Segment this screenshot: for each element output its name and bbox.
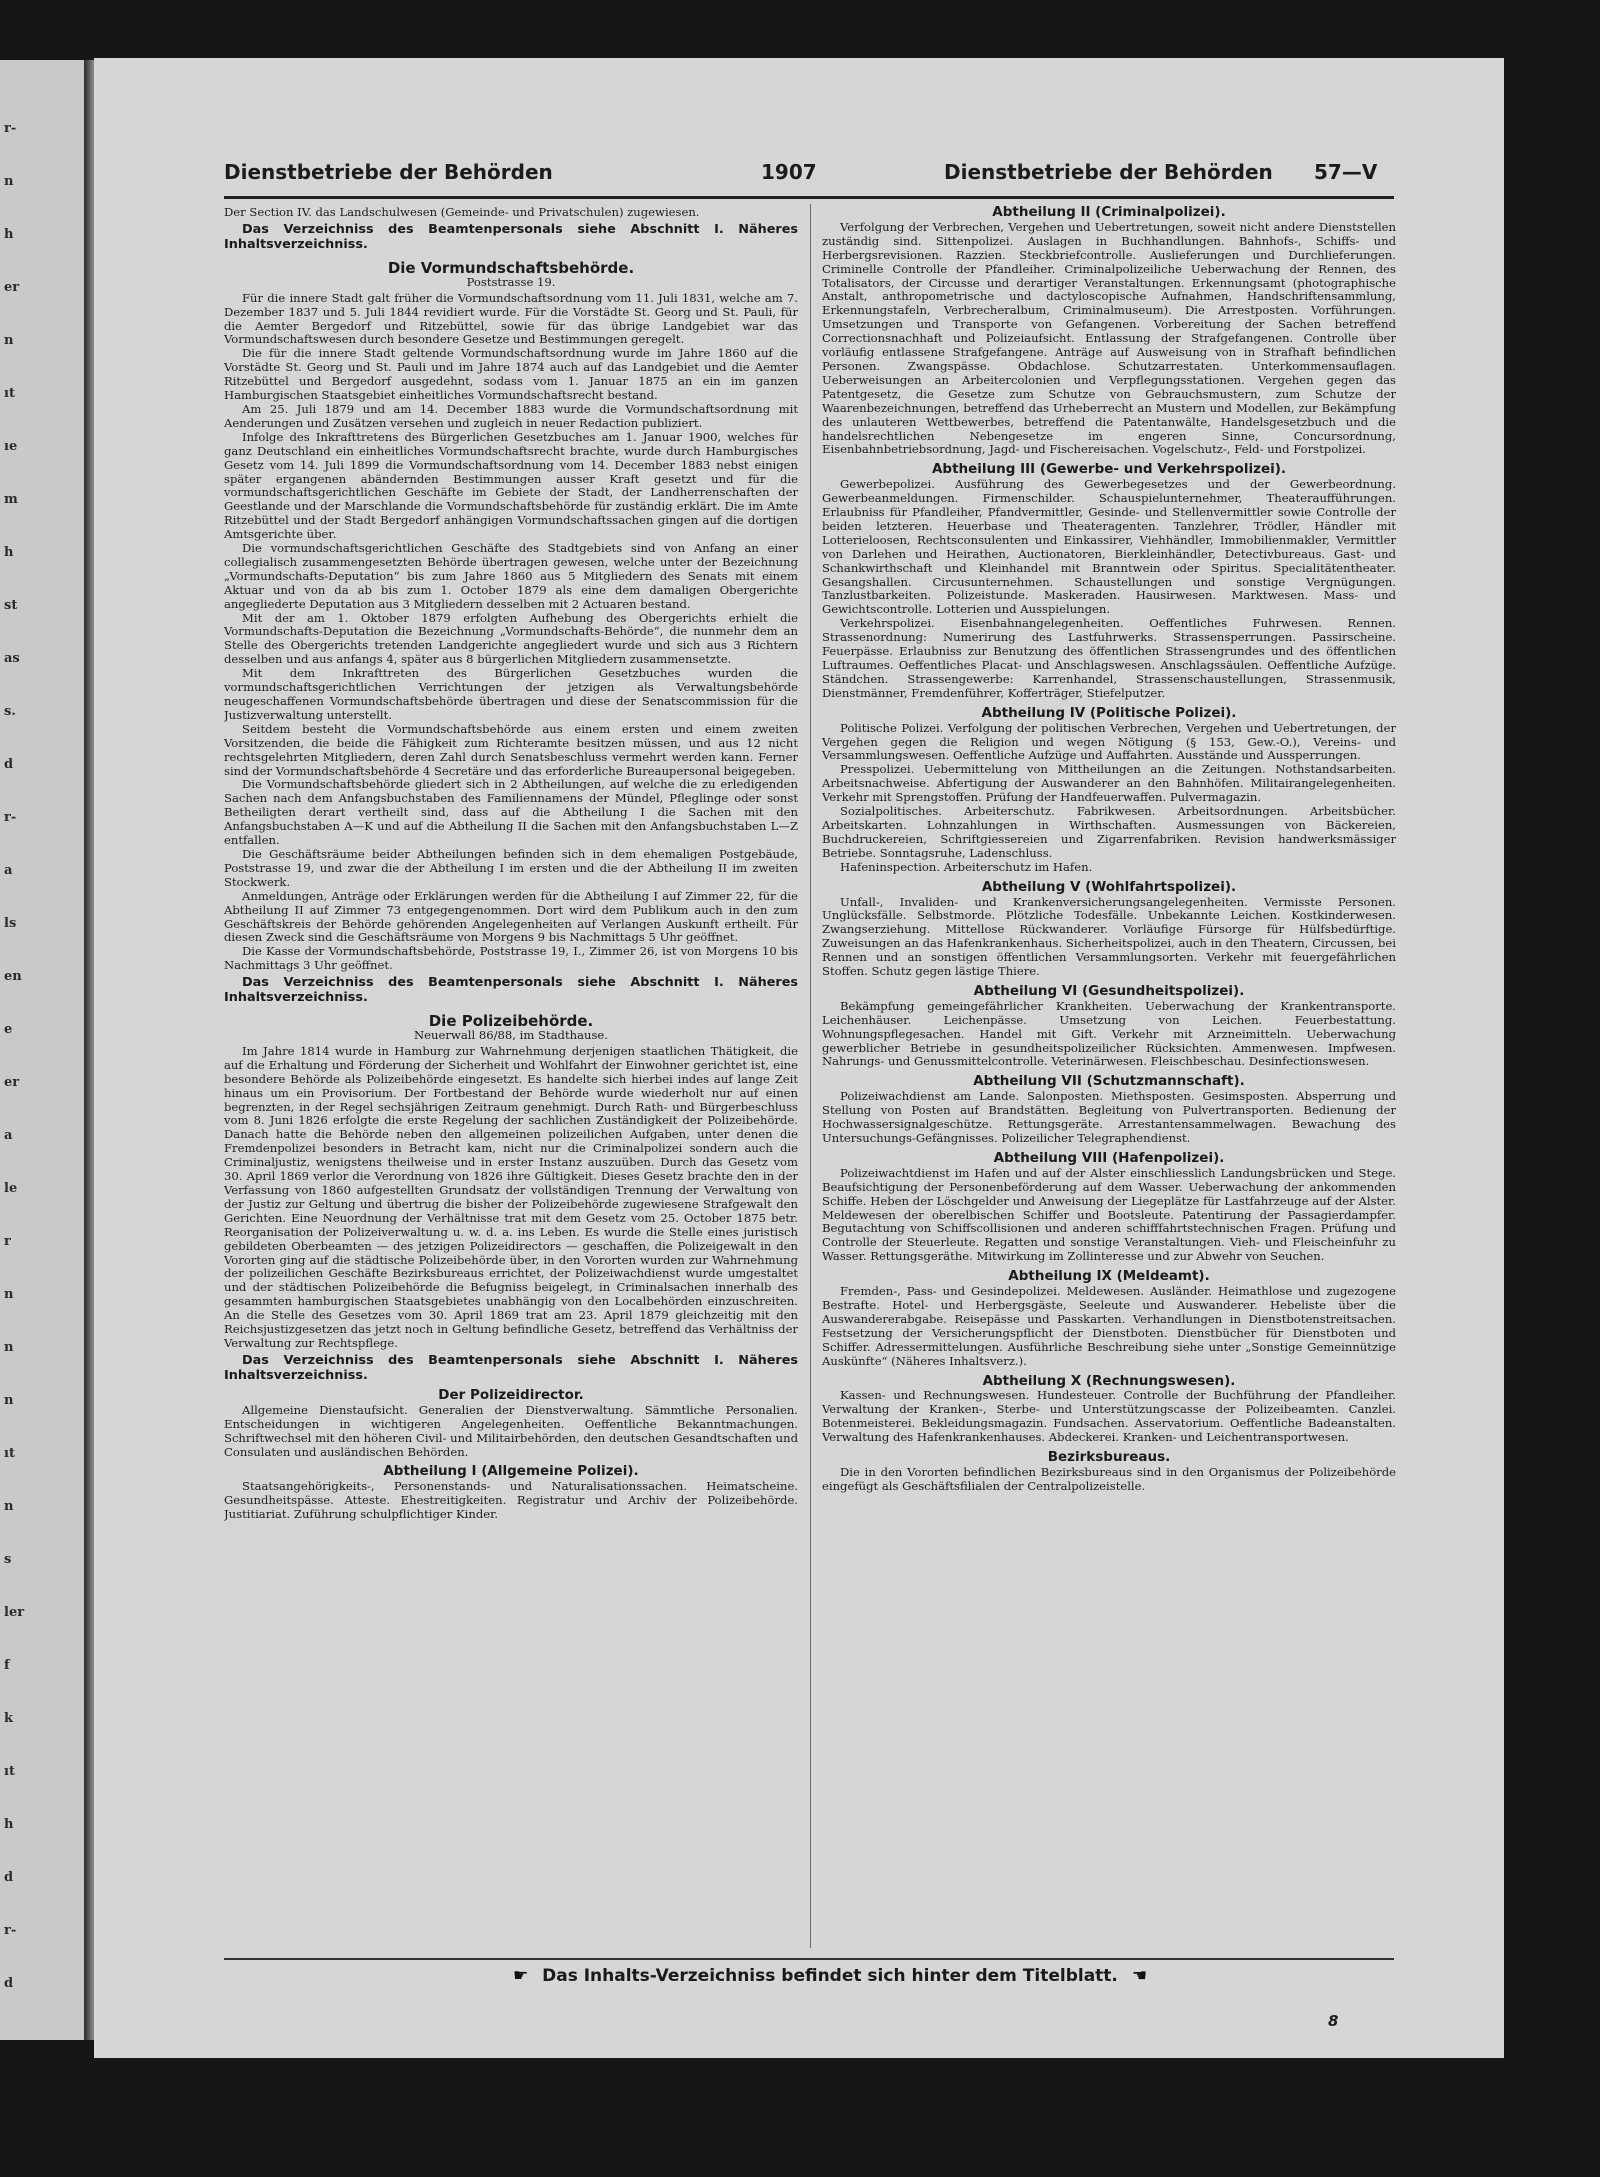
paragraph: Im Jahre 1814 wurde in Hamburg zur Wahrnehmung derjenigen staatlichen Thätigkeit, die auf die Erhaltung und Förderung der Sicherheit und Wohlfahrt der Einwohner gerichtet ist, eine besondere Behörde als Polizeibehörde eingesetzt. Es handelte sich hierbei indes auf lange Zeit hinaus um ein Provisorium. Der Fortbestand der Behörde wurde wiederholt nur auf einen begrenzten, in der Regel sechsjährigen Zeitraum genehmigt. Durch Rath- und Bürgerbeschluss vom 8. Juni 1826 erfolgte die erste Regelung der sachlichen Zuständigkeit der Polizeibehörde. Danach hatte die Behörde neben den allgemeinen polizeilichen Aufgaben, unter denen die Fremdenpolizei besonders in Betracht kam, nicht nur die Criminalpolizei sondern auch die Criminaljustiz, wenigstens theilweise und in erster Instanz auszuüben. Durch das Gesetz vom 30. April 1869 verlor die Verordnung von 1826 ihre Gültigkeit. Dieses Gesetz brachte den in der Verfassung von 1860 aufgestellten Grundsatz der vollständigen Trennung der Verwaltung von der Justiz zur Geltung und übertrug die bisher der Polizeibehörde zugewiesene Strafgewalt den Gerichten. Eine Neuordnung der Verhältnisse trat mit dem Gesetz vom 25. October 1875 betr. Reorganisation der Polizeiverwaltung u. w. d. a. ins Leben. Es wurde die Stelle eines juristisch gebildeten Oberbeamten — des jetzigen Polizeidirectors — geschaffen, die Polizeigewalt in den Vororten ging auf die städtische Polizeibehörde über, in den Vororten wurden zur Wahrnehmung der polizeilichen Geschäfte Bezirksbureaus errichtet, der Polizeiwachdienst wurde umgestaltet und der städtischen Polizeibehörde die Befugniss beigelegt, in Criminalsachen innerhalb des gesammten hamburgischen Staatsgebietes unabhängig von den Localbehörden einzuschreiten. An die Stelle des Gesetzes vom 30. April 1869 trat am 23. April 1879 gleichzeitig mit den Reichsjustizgesetzen das jetzt noch in Geltung befindliche Gesetz, betreffend das Verhältniss der Verwaltung zur Rechtspflege. xyxy=(224,1043,798,1350)
paragraph: Die in den Vororten befindlichen Bezirksbureaus sind in den Organismus der Polizeibehörde eingefügt als Geschäftsfilialen der Centralpolizeistelle. xyxy=(822,1464,1396,1493)
previous-page-fragment: k xyxy=(4,1711,14,1726)
section-title-polizei: Die Polizeibehörde. xyxy=(428,1012,594,1031)
previous-page-fragment: n xyxy=(4,1393,14,1408)
paragraph: Fremden-, Pass- und Gesindepolizei. Meldewesen. Ausländer. Heimathlose und zugezogene Bestrafte. Hotel- und Herbergsgäste, Seeleute und Auswanderer. Hebeliste über die Auswandererabgabe. Reisepässe und Passkarten. Verhandlungen in Dienstbotenstreitsachen. Festsetzung der Versicherungspflicht der Dienstboten. Dienstbücher für Dienstboten und Schiffer. Adressermittelungen. Ausführliche Beschreibung siehe unter „Sonstige Gemeinnützige Auskünfte“ (Näheres Inhaltsverz.). xyxy=(822,1284,1396,1368)
paragraph: Verfolgung der Verbrechen, Vergehen und Uebertretungen, soweit nicht andere Dienststellen zuständig sind. Sittenpolizei. Auslagen in Buchhandlungen. Bahnhofs-, Schiffs- und Herbergsrevisionen. Razzien. Steckbriefcontrolle. Auslieferungen und Durchlieferungen. Criminelle Controlle der Pfandleiher. Criminalpolizeiliche Ueberwachung der Rennen, des Totalisators, der Circusse und derartiger Veranstaltungen. Erkennungsamt (photographische Anstalt, anthropometrische und dactyloscopische Aufnahmen, Handschriftensammlung, Erkennungstafeln, Verbrecheralbum, Criminalmuseum). Die Arrestposten. Vorführungen. Umsetzungen und Transporte von Gefangenen. Vorbereitung der Sachen betreffend Correctionsnachhaft und Polizeiaufsicht. Entlassung der Strafgefangenen. Controlle über vorläufig entlassene Strafgefangene. Anträge auf Ausweisung von in Strafhaft befindlichen Personen. Zwangspässe. Obdachlose. Schutzarrestaten. Unterkommensauflagen. Ueberweisungen an Arbeitercolonien und Verpflegungsstationen. Vergehen gegen das Patentgesetz, die Gesetze zum Schutze von Gebrauchsmustern, zum Schutze der Waarenbezeichnungen, betreffend das Urheberrecht an Mustern und Modellen, zur Bekämpfung des unlauteren Wettbewerbes, betreffend die Patentanwälte, Handelsgesetzbuch und die handelsrechtlichen Nebengesetze im engeren Sinne, Concursordnung, Eisenbahnbetriebsordnung, Jagd- und Fischereisachen. Vogelschutz-, Feld- und Forstpolizei. xyxy=(822,219,1396,457)
previous-page-fragment: a xyxy=(4,1128,13,1143)
section-address: Poststrasse 19. xyxy=(466,274,556,289)
paragraph: Mit dem Inkrafttreten des Bürgerlichen Gesetzbuches wurden die vormundschaftsgerichtlichen Verrichtungen der jetzigen als Verwaltungsbehörde neugeschaffenen Vormundschaftsbehörde übertragen und diese der Senatscommission für die Justizverwaltung unterstellt. xyxy=(224,666,798,722)
previous-page-fragment: n xyxy=(4,333,14,348)
paragraph: Kassen- und Rechnungswesen. Hundesteuer. Controlle der Buchführung der Pfandleiher. Verwaltung der Kranken-, Sterbe- und Unterstützungscasse der Polizeibeamten. Canzlei. Botenmeisterei. Bekleidungsmagazin. Fundsachen. Asservatorium. Oeffentliche Badeanstalten. Verwaltung des Hafenkrankenhauses. Abdeckerei. Kranken- und Leichentransportwesen. xyxy=(822,1388,1396,1445)
previous-page-fragment: d xyxy=(4,1870,14,1885)
personnel-reference: Das Verzeichniss des Beamtenpersonals siehe Abschnitt I. Näheres Inhaltsverzeichniss. xyxy=(224,975,798,1006)
section-title-vormundschaft: Die Vormundschaftsbehörde. xyxy=(387,258,635,277)
previous-page-fragment: ıt xyxy=(4,1764,15,1779)
subsection-title: Abtheilung V (Wohlfahrtspolizei). xyxy=(981,878,1237,895)
paragraph: Die für die innere Stadt geltende Vormundschaftsordnung wurde im Jahre 1860 auf die Vorstädte St. Georg und St. Pauli und im Jahre 1874 auch auf das Landgebiet und die Aemter Ritzebüttel und Bergedorf ausgedehnt, sodass vom 1. Januar 1875 an ein im ganzen Hamburgischen Staatsgebiet einheitliches Vormundschaftsrecht bestand. xyxy=(224,346,798,403)
paragraph: Unfall-, Invaliden- und Krankenversicherungsangelegenheiten. Vermisste Personen. Unglücksfälle. Selbstmorde. Plötzliche Todesfälle. Unbekannte Leichen. Kostkinderwesen. Zwangserziehung. Mittellose Rückwanderer. Vorläufige Fürsorge für Hülfsbedürftige. Zuweisungen an das Hafenkrankenhaus. Sicherheitspolizei, auch in den Theatern, Circussen, bei Rennen und an sonstigen öffentlichen Versammlungsorten. Verkehr mit feuergefährlichen Stoffen. Schutz gegen lästige Thiere. xyxy=(822,894,1396,979)
column-divider xyxy=(810,204,811,1948)
pointing-hand-left-icon: ☚ xyxy=(1131,1966,1148,1986)
paragraph: Bekämpfung gemeingefährlicher Krankheiten. Ueberwachung der Krankentransporte. Leichenhäuser. Leichenpässe. Umsetzung von Leichen. Feuerbestattung. Wohnungspflegesachen. Handel mit Gift. Verkehr mit Arzneimitteln. Ueberwachung gewerblicher Betriebe in gesundheitspolizeilicher Rücksichten. Ammenwesen. Impfwesen. Nahrungs- und Genussmittelcontrolle. Veterinärwesen. Fleischbeschau. Desinfectionswesen. xyxy=(822,998,1396,1069)
previous-page-fragment: d xyxy=(4,1976,14,1991)
previous-page-fragment: n xyxy=(4,174,14,189)
subsection-title: Abtheilung I (Allgemeine Polizei). xyxy=(383,1463,639,1480)
footer-notice xyxy=(380,1966,1280,1992)
subsection-title: Abtheilung X (Rechnungswesen). xyxy=(982,1372,1236,1389)
previous-page-fragment: s xyxy=(4,1552,12,1567)
paragraph: Die Vormundschaftsbehörde gliedert sich in 2 Abtheilungen, auf welche die zu erledigenden Sachen nach dem Anfangsbuchstaben des Familiennamens der Mündel, Pfleglinge oder sonst Betheiligten derart vertheilt sind, dass auf die Abtheilung I die Sachen mit den Anfangsbuchstaben A—K und auf die Abtheilung II die Sachen mit den Anfangsbuchstaben L—Z entfallen. xyxy=(224,777,798,848)
footer-rule xyxy=(224,1958,1394,1960)
previous-page-fragment: h xyxy=(4,227,14,242)
previous-page-fragment: n xyxy=(4,1287,14,1302)
paragraph: Die vormundschaftsgerichtlichen Geschäfte des Stadtgebiets sind von Anfang an einer collegialisch zusammengesetzten Behörde übertragen gewesen, welche unter der Bezeichnung „Vormundschafts-Deputation“ bis zum Jahre 1860 aus 5 Mitgliedern des Senats mit einem Aktuar und von da ab bis zum 1. October 1879 als eine dem damaligen Obergerichte angegliederte Deputation aus 3 Mitgliedern desselben mit 2 Actuaren bestand. xyxy=(224,541,798,611)
previous-page-fragment: a xyxy=(4,863,13,878)
book-gutter xyxy=(84,60,94,2040)
pointing-hand-right-icon: ☛ xyxy=(512,1966,529,1986)
subsection-title: Abtheilung IX (Meldeamt). xyxy=(1008,1268,1210,1285)
previous-page-fragment: s. xyxy=(4,704,16,719)
previous-page-fragment: ıe xyxy=(4,439,18,454)
previous-page-fragment: le xyxy=(4,1181,18,1196)
previous-page-fragment: h xyxy=(4,545,14,560)
paragraph: Polizeiwachtdienst im Hafen und auf der Alster einschliesslich Landungsbrücken und Stege. Beaufsichtigung der Personenbeförderung auf dem Wasser. Ueberwachung der ankommenden Schiffe. Heben der Löschgelder und Anweisung der Liegeplätze für Lastfahrzeuge auf der Alster. Meldewesen der oberelbischen Schiffer und Bootsleute. Patentirung der Passagierdampfer. Begutachtung von Schiffscollisionen und anderen schifffahrtstechnischen Fragen. Prüfung und Controlle der Steuerleute. Regatten und sonstige Veranstaltungen. Vieh- und Fleischeinfuhr zu Wasser. Rettungsgeräthe. Mitwirkung im Zollinteresse und zur Abwehr von Seuchen. xyxy=(822,1165,1396,1264)
previous-page-fragment: as xyxy=(4,651,20,666)
previous-page-fragment: r xyxy=(4,1234,11,1249)
paragraph: Verkehrspolizei. Eisenbahnangelegenheiten. Oeffentliches Fuhrwesen. Rennen. Strassenordnung: Numerirung des Lastfuhrwerks. Strassensperrungen. Passirscheine. Feuerpässe. Erlaubniss zur Benutzung des öffentlichen Strassengrundes und des öffentlichen Luftraumes. Oeffentliches Placat- und Anschlagswesen. Anschlagssäulen. Oeffentliche Aufzüge. Ständchen. Strassengewerbe: Karrenhandel, Strassenschaustellungen, Strassenmusik, Dienstmänner, Fremdenführer, Kofferträger, Stiefelputzer. xyxy=(822,616,1396,700)
previous-page-fragment: n xyxy=(4,1499,14,1514)
personnel-reference: Das Verzeichniss des Beamtenpersonals siehe Abschnitt I. Näheres Inhaltsverzeichniss. xyxy=(224,221,798,252)
paragraph: Seitdem besteht die Vormundschaftsbehörde aus einem ersten und einem zweiten Vorsitzenden, die beide die Fähigkeit zum Richteramte besitzen müssen, und aus 12 nicht rechtsgelehrten Mitgliedern, deren Zahl durch Senatsbeschluss vermehrt werden kann. Ferner sind der Vormundschaftsbehörde 4 Secretäre und das erforderliche Bureaupersonal beigegeben. xyxy=(224,721,798,778)
subsection-title: Abtheilung IV (Politische Polizei). xyxy=(981,704,1237,721)
previous-page-fragment: ls xyxy=(4,916,17,931)
previous-page-fragment: en xyxy=(4,969,22,984)
previous-page-fragment: st xyxy=(4,598,18,613)
previous-page-fragment: ler xyxy=(4,1605,25,1620)
subsection-title: Der Polizeidirector. xyxy=(438,1386,584,1403)
header-right: Dienstbetriebe der Behörden xyxy=(944,160,1273,184)
personnel-reference: Das Verzeichniss des Beamtenpersonals siehe Abschnitt I. Näheres Inhaltsverzeichniss. xyxy=(224,1352,798,1383)
paragraph: Polizeiwachdienst am Lande. Salonposten. Miethsposten. Gesimsposten. Absperrung und Stellung von Posten auf Brandstätten. Begleitung von Pulvertransporten. Bedienung der Hochwassersignalgeschütze. Rettungsgeräte. Arrestantensammelwagen. Bewachung des Untersuchungs-Gefängnisses. Polizeilicher Telegraphendienst. xyxy=(822,1089,1396,1145)
footer-notice-text: Das Inhalts-Verzeichniss befindet sich hinter dem Titelblatt. xyxy=(542,1966,1118,1986)
previous-page-text-fragments xyxy=(0,60,84,1992)
right-column xyxy=(822,206,1396,1946)
previous-page-fragment: r- xyxy=(4,121,17,136)
previous-page-fragment: h xyxy=(4,1817,14,1832)
previous-page-fragment: er xyxy=(4,280,20,295)
paragraph: Mit der am 1. Oktober 1879 erfolgten Aufhebung des Obergerichts erhielt die Vormundschafts-Deputation die Bezeichnung „Vormundschafts-Behörde“, die nunmehr dem an Stelle des Obergerichts tretenden Landgerichte angegliedert wurde und sich aus 3 Richtern desselben und aus anfangs 4, später aus 8 bürgerlichen Mitgliedern zusammensetzte. xyxy=(224,610,798,667)
paragraph: Am 25. Juli 1879 und am 14. December 1883 wurde die Vormundschaftsordnung mit Aenderungen und Zusätzen versehen und zugleich in neuer Redaction publiziert. xyxy=(224,401,798,430)
sheet-signature: 8 xyxy=(1328,2012,1339,2030)
previous-page-fragment: ıt xyxy=(4,1446,15,1461)
previous-page-fragment: r- xyxy=(4,1923,17,1938)
previous-page-fragment: d xyxy=(4,757,14,772)
previous-page-fragment: r- xyxy=(4,810,17,825)
paragraph: Anmeldungen, Anträge oder Erklärungen werden für die Abtheilung I auf Zimmer 22, für die Abtheilung II auf Zimmer 73 entgegengenommen. Dort wird dem Publikum auch in den zum Geschäftskreis der Behörde gehörenden Angelegenheiten auf Verlangen Auskunft ertheilt. Für diesen Zweck sind die Geschäftsräume von Morgens 9 bis Nachmittags 5 Uhr geöffnet. xyxy=(224,888,798,945)
header-year: 1907 xyxy=(761,160,817,184)
intro-text: Der Section IV. das Landschulwesen (Gemeinde- und Privatschulen) zugewiesen. xyxy=(224,206,700,219)
subsection-title: Abtheilung II (Criminalpolizei). xyxy=(992,206,1226,220)
previous-page-edge xyxy=(0,60,84,2040)
previous-page-fragment: e xyxy=(4,1022,13,1037)
running-header xyxy=(224,160,1394,186)
paragraph: Die Geschäftsräume beider Abtheilungen befinden sich in dem ehemaligen Postgebäude, Poststrasse 19, und zwar die der Abtheilung I im ersten und die der Abtheilung II im zweiten Stockwerk. xyxy=(224,846,798,889)
header-left: Dienstbetriebe der Behörden xyxy=(224,160,553,184)
paragraph: Presspolizei. Uebermittelung von Mittheilungen an die Zeitungen. Nothstandsarbeiten. Arbeitsnachweise. Abfertigung der Auswanderer an den Bahnhöfen. Militairangelegenheiten. Verkehr mit Sprengstoffen. Prüfung der Handfeuerwaffen. Pulvermagazin. xyxy=(822,762,1396,805)
previous-page-fragment: m xyxy=(4,492,18,507)
paragraph: Allgemeine Dienstaufsicht. Generalien der Dienstverwaltung. Sämmtliche Personalien. Entscheidungen in wichtigeren Angelegenheiten. Oeffentliche Bekanntmachungen. Schriftwechsel mit den höheren Civil- und Militairbehörden, den deutschen Gesandtschaften und Consulaten und ausländischen Behörden. xyxy=(224,1402,798,1459)
paragraph: Die Kasse der Vormundschaftsbehörde, Poststrasse 19, I., Zimmer 26, ist von Morgens 10 bis Nachmittags 3 Uhr geöffnet. xyxy=(224,944,798,973)
subsection-title: Abtheilung VIII (Hafenpolizei). xyxy=(993,1149,1225,1166)
paragraph: Gewerbepolizei. Ausführung des Gewerbegesetzes und der Gewerbeordnung. Gewerbeanmeldungen. Firmenschilder. Schauspielunternehmer, Theateraufführungen. Erlaubniss für Pfandleiher, Pfandvermittler, Gesinde- und Stellenvermittler sowie Controlle der beiden letzteren. Heuerbase und Theateragenten. Tanzlehrer, Trödler, Händler mit Lotterieloosen, Rechtsconsulenten und Einkassirer, Viehhändler, Immobilienmakler, Vermittler von Darlehen und Heirathen, Auctionatoren, Bierkleinhändler, Detectivbureaus. Gast- und Schankwirthschaft und Kleinhandel mit Branntwein oder Spiritus. Specialitätentheater. Gesangshallen. Circusunternehmen. Schaustellungen und sonstige Vergnügungen. Tanzlustbarkeiten. Polizeistunde. Maskeraden. Hausirwesen. Marktwesen. Mass- und Gewichtscontrolle. Lotterien und Ausspielungen. xyxy=(822,477,1396,617)
subsection-title: Abtheilung VI (Gesundheitspolizei). xyxy=(973,982,1245,999)
header-rule xyxy=(224,196,1394,199)
previous-page-fragment: n xyxy=(4,1340,14,1355)
section-address: Neuerwall 86/88, im Stadthause. xyxy=(414,1028,608,1043)
subsection-title: Abtheilung VII (Schutzmannschaft). xyxy=(973,1073,1245,1090)
page-number: 57—V xyxy=(1314,160,1378,184)
previous-page-fragment: f xyxy=(4,1658,10,1673)
subsection-title: Abtheilung III (Gewerbe- und Verkehrspolizei). xyxy=(931,461,1287,478)
previous-page-fragment: er xyxy=(4,1075,20,1090)
paragraph: Staatsangehörigkeits-, Personenstands- und Naturalisationssachen. Heimatscheine. Gesundheitspässe. Atteste. Ehestreitigkeiten. Registratur und Archiv der Polizeibehörde. Justitiariat. Zuführung schulpflichtiger Kinder. xyxy=(224,1479,798,1522)
left-column xyxy=(224,206,798,1961)
paragraph: Infolge des Inkrafttretens des Bürgerlichen Gesetzbuches am 1. Januar 1900, welches für ganz Deutschland ein einheitliches Vormundschaftsrecht brachte, wurde durch Hamburgisches Gesetz vom 14. Juli 1899 die Vormundschaftsordnung vom 14. December 1883 nebst einigen später ergangenen abändernden Bestimmungen ausser Kraft gesetzt und für die vormundschaftsgerichtlichen Geschäfte im Gebiete der Stadt, der Landherrenschaften der Geestlande und der Marschlande die Vormundschaftsbehörde für zuständig erklärt. Die im Amte Ritzebüttel und der Stadt Bergedorf anhängigen Vormundschaftssachen gingen auf die dortigen Amtsgerichte über. xyxy=(224,429,798,542)
paragraph: Sozialpolitisches. Arbeiterschutz. Fabrikwesen. Arbeitsordnungen. Arbeitsbücher. Arbeitskarten. Lohnzahlungen in Wirthschaften. Ausmessungen von Bäckereien, Buchdruckereien, Schriftgiessereien und Zigarrenfabriken. Revision handwerksmässiger Betriebe. Sonntagsruhe, Ladenschluss. xyxy=(822,804,1396,860)
subsection-title: Bezirksbureaus. xyxy=(1047,1449,1171,1466)
paragraph: Politische Polizei. Verfolgung der politischen Verbrechen, Vergehen und Uebertretungen, der Vergehen gegen die Religion und wegen Nötigung (§ 153, Gew.-O.), Vereins- und Versammlungswesen. Oeffentliche Aufzüge und Auffahrten. Ausstände und Aussperrungen. xyxy=(822,720,1396,763)
previous-page-fragment: ıt xyxy=(4,386,15,401)
paragraph: Hafeninspection. Arbeiterschutz im Hafen. xyxy=(840,859,1093,874)
paragraph: Für die innere Stadt galt früher die Vormundschaftsordnung vom 11. Juli 1831, welche am 7. Dezember 1837 und 5. Juli 1844 revidiert wurde. Für die Vorstädte St. Georg und St. Pauli, für die Aemter Bergedorf und Ritzebüttel, sowie für das übrige Landgebiet war das Vormundschaftswesen durch besondere Gesetze und Bestimmungen geregelt. xyxy=(224,290,798,347)
